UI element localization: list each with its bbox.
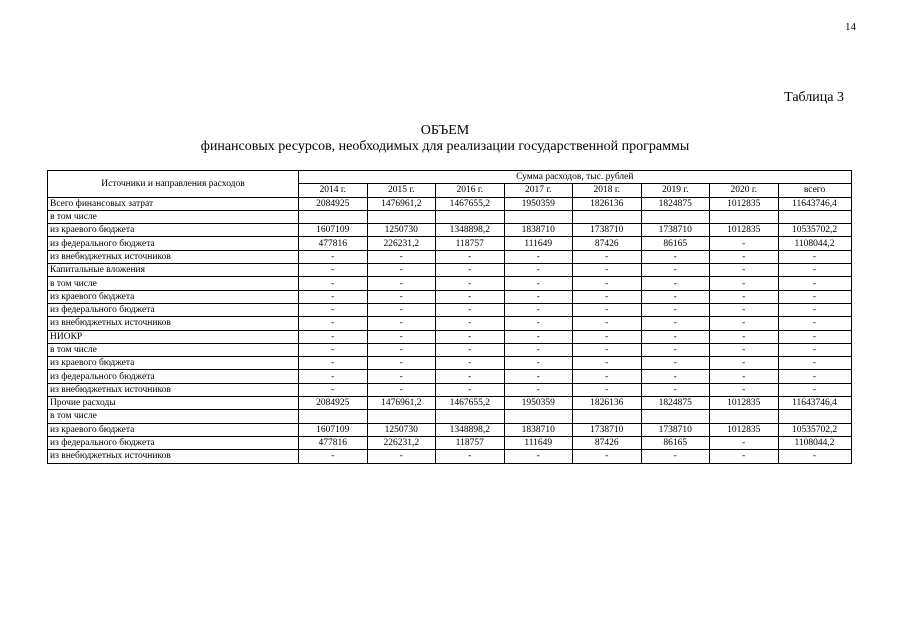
value-cell: -	[299, 343, 368, 356]
value-cell	[710, 410, 779, 423]
value-cell: -	[504, 450, 573, 463]
value-cell: -	[504, 317, 573, 330]
value-cell: -	[504, 250, 573, 263]
table-row	[48, 357, 852, 370]
value-cell: 1824875	[641, 197, 710, 210]
value-cell: 10535702,2	[778, 423, 851, 436]
value-cell: -	[710, 264, 779, 277]
value-cell: -	[778, 264, 851, 277]
value-cell: 11643746,4	[778, 397, 851, 410]
value-cell: 1467655,2	[436, 197, 505, 210]
value-cell	[367, 410, 436, 423]
table-row	[48, 317, 852, 330]
value-cell: -	[367, 383, 436, 396]
value-cell: -	[641, 370, 710, 383]
row-label: Капитальные вложения	[48, 264, 299, 277]
column-header: 2017 г.	[504, 184, 573, 197]
value-cell: -	[573, 357, 642, 370]
value-cell: -	[778, 450, 851, 463]
value-cell: -	[710, 330, 779, 343]
value-cell: -	[299, 370, 368, 383]
value-cell: -	[504, 343, 573, 356]
value-cell: 2084925	[299, 197, 368, 210]
value-cell: 1012835	[710, 197, 779, 210]
value-cell	[710, 210, 779, 223]
value-cell: 1838710	[504, 423, 573, 436]
budget-table	[47, 170, 852, 464]
value-cell: 1012835	[710, 224, 779, 237]
value-cell: -	[710, 357, 779, 370]
value-cell	[778, 410, 851, 423]
table-row	[48, 330, 852, 343]
table-row	[48, 250, 852, 263]
value-cell: -	[436, 343, 505, 356]
column-header: 2018 г.	[573, 184, 642, 197]
row-label: в том числе	[48, 410, 299, 423]
value-cell: -	[573, 277, 642, 290]
value-cell: 86165	[641, 436, 710, 449]
value-cell	[641, 410, 710, 423]
value-cell: -	[778, 357, 851, 370]
value-cell: -	[299, 330, 368, 343]
value-cell: 477816	[299, 237, 368, 250]
table-row	[48, 410, 852, 423]
value-cell: -	[710, 436, 779, 449]
value-cell: -	[367, 303, 436, 316]
value-cell	[367, 210, 436, 223]
value-cell	[299, 410, 368, 423]
value-cell: -	[367, 250, 436, 263]
value-cell: 1476961,2	[367, 397, 436, 410]
value-cell: 477816	[299, 436, 368, 449]
value-cell: -	[436, 330, 505, 343]
value-cell: 1348898,2	[436, 224, 505, 237]
value-cell: -	[367, 317, 436, 330]
value-cell: -	[641, 317, 710, 330]
table-row	[48, 210, 852, 223]
value-cell: -	[504, 330, 573, 343]
value-cell: 1838710	[504, 224, 573, 237]
row-label: НИОКР	[48, 330, 299, 343]
value-cell	[436, 210, 505, 223]
value-cell: -	[436, 383, 505, 396]
value-cell: -	[778, 370, 851, 383]
value-cell	[436, 410, 505, 423]
value-cell: -	[641, 383, 710, 396]
value-cell: -	[504, 357, 573, 370]
value-cell: -	[436, 370, 505, 383]
value-cell: -	[436, 303, 505, 316]
row-label: в том числе	[48, 343, 299, 356]
value-cell: -	[573, 303, 642, 316]
table-body	[48, 197, 852, 463]
table-row	[48, 383, 852, 396]
value-cell: 1108044,2	[778, 237, 851, 250]
value-cell: -	[641, 343, 710, 356]
value-cell: 1607109	[299, 423, 368, 436]
value-cell: -	[299, 383, 368, 396]
value-cell: 1348898,2	[436, 423, 505, 436]
value-cell: -	[710, 370, 779, 383]
value-cell: -	[573, 370, 642, 383]
value-cell: -	[778, 330, 851, 343]
value-cell: -	[573, 383, 642, 396]
page-number: 14	[845, 21, 856, 33]
column-header: 2014 г.	[299, 184, 368, 197]
value-cell	[573, 210, 642, 223]
value-cell: 1950359	[504, 197, 573, 210]
value-cell: 1012835	[710, 397, 779, 410]
value-cell: -	[299, 450, 368, 463]
row-label: из краевого бюджета	[48, 290, 299, 303]
value-cell: 1607109	[299, 224, 368, 237]
value-cell: 2084925	[299, 397, 368, 410]
value-cell	[504, 210, 573, 223]
table-row	[48, 303, 852, 316]
header-sum: Сумма расходов, тыс. рублей	[299, 171, 852, 184]
value-cell: -	[778, 290, 851, 303]
table-row	[48, 423, 852, 436]
value-cell: 1824875	[641, 397, 710, 410]
value-cell: -	[367, 357, 436, 370]
value-cell: -	[641, 277, 710, 290]
row-label: Прочие расходы	[48, 397, 299, 410]
table-row	[48, 290, 852, 303]
value-cell: 226231,2	[367, 436, 436, 449]
row-label: из федерального бюджета	[48, 237, 299, 250]
value-cell: -	[299, 277, 368, 290]
column-header: всего	[778, 184, 851, 197]
value-cell: -	[641, 330, 710, 343]
table-row	[48, 436, 852, 449]
value-cell: 1467655,2	[436, 397, 505, 410]
value-cell: 226231,2	[367, 237, 436, 250]
value-cell: -	[573, 290, 642, 303]
column-header: 2019 г.	[641, 184, 710, 197]
table-row	[48, 397, 852, 410]
value-cell: -	[573, 330, 642, 343]
value-cell: -	[436, 450, 505, 463]
value-cell: 87426	[573, 436, 642, 449]
value-cell: -	[504, 277, 573, 290]
value-cell: 111649	[504, 237, 573, 250]
value-cell: 1476961,2	[367, 197, 436, 210]
value-cell: -	[367, 450, 436, 463]
value-cell: -	[710, 277, 779, 290]
title-line-1: ОБЪЕМ	[420, 123, 470, 138]
value-cell: 1738710	[641, 423, 710, 436]
value-cell: -	[436, 317, 505, 330]
value-cell: -	[710, 237, 779, 250]
value-cell: -	[436, 277, 505, 290]
value-cell: -	[573, 250, 642, 263]
value-cell: -	[367, 264, 436, 277]
value-cell: 118757	[436, 436, 505, 449]
table-row	[48, 370, 852, 383]
row-label: из краевого бюджета	[48, 357, 299, 370]
value-cell: -	[299, 250, 368, 263]
document-title	[150, 123, 740, 155]
value-cell: 10535702,2	[778, 224, 851, 237]
value-cell: -	[778, 317, 851, 330]
value-cell	[778, 210, 851, 223]
value-cell	[573, 410, 642, 423]
table-row	[48, 343, 852, 356]
value-cell: -	[573, 343, 642, 356]
title-line-2: финансовых ресурсов, необходимых для реализации государственной программы	[200, 139, 690, 154]
value-cell: -	[641, 303, 710, 316]
row-label: в том числе	[48, 277, 299, 290]
value-cell: 86165	[641, 237, 710, 250]
value-cell: -	[641, 250, 710, 263]
value-cell: -	[778, 383, 851, 396]
column-header: 2015 г.	[367, 184, 436, 197]
row-label: из внебюджетных источников	[48, 250, 299, 263]
value-cell: 87426	[573, 237, 642, 250]
value-cell: -	[504, 303, 573, 316]
value-cell: -	[299, 303, 368, 316]
value-cell: -	[778, 250, 851, 263]
value-cell: 1250730	[367, 423, 436, 436]
value-cell: -	[436, 290, 505, 303]
value-cell: -	[299, 317, 368, 330]
table-row	[48, 277, 852, 290]
value-cell: -	[710, 303, 779, 316]
value-cell: -	[299, 357, 368, 370]
value-cell: -	[641, 357, 710, 370]
value-cell	[299, 210, 368, 223]
value-cell: -	[778, 343, 851, 356]
value-cell: -	[436, 250, 505, 263]
value-cell: -	[504, 383, 573, 396]
row-label: из федерального бюджета	[48, 436, 299, 449]
value-cell: -	[367, 277, 436, 290]
header-row-1	[48, 171, 852, 184]
value-cell: -	[367, 290, 436, 303]
value-cell: -	[641, 450, 710, 463]
table-row	[48, 237, 852, 250]
column-header: 2020 г.	[710, 184, 779, 197]
row-label: из внебюджетных источников	[48, 317, 299, 330]
table-row	[48, 224, 852, 237]
value-cell: -	[299, 264, 368, 277]
value-cell: -	[710, 290, 779, 303]
row-label: Всего финансовых затрат	[48, 197, 299, 210]
row-label: из внебюджетных источников	[48, 383, 299, 396]
value-cell: -	[367, 330, 436, 343]
row-label: из внебюджетных источников	[48, 450, 299, 463]
value-cell: 1950359	[504, 397, 573, 410]
value-cell: 11643746,4	[778, 197, 851, 210]
value-cell: -	[367, 343, 436, 356]
value-cell: 1738710	[573, 423, 642, 436]
header-source: Источники и направления расходов	[48, 171, 299, 198]
value-cell: -	[504, 370, 573, 383]
value-cell: 118757	[436, 237, 505, 250]
value-cell: 1108044,2	[778, 436, 851, 449]
value-cell: -	[573, 264, 642, 277]
value-cell	[641, 210, 710, 223]
value-cell: 1826136	[573, 397, 642, 410]
value-cell: -	[641, 290, 710, 303]
value-cell: 1738710	[573, 224, 642, 237]
value-cell: -	[573, 317, 642, 330]
value-cell: -	[299, 290, 368, 303]
value-cell: -	[436, 357, 505, 370]
table-caption: Таблица 3	[784, 90, 844, 105]
value-cell: -	[710, 250, 779, 263]
value-cell: -	[573, 450, 642, 463]
value-cell: 1250730	[367, 224, 436, 237]
value-cell: -	[710, 317, 779, 330]
value-cell: -	[504, 264, 573, 277]
row-label: из федерального бюджета	[48, 303, 299, 316]
table-row	[48, 264, 852, 277]
value-cell: -	[367, 370, 436, 383]
value-cell: -	[504, 290, 573, 303]
table-row	[48, 197, 852, 210]
value-cell: 1738710	[641, 224, 710, 237]
value-cell: 1826136	[573, 197, 642, 210]
column-header: 2016 г.	[436, 184, 505, 197]
value-cell	[504, 410, 573, 423]
row-label: из краевого бюджета	[48, 423, 299, 436]
value-cell: -	[778, 277, 851, 290]
value-cell: -	[710, 383, 779, 396]
row-label: в том числе	[48, 210, 299, 223]
table-row	[48, 450, 852, 463]
value-cell: -	[436, 264, 505, 277]
value-cell: 1012835	[710, 423, 779, 436]
row-label: из краевого бюджета	[48, 224, 299, 237]
value-cell: -	[641, 264, 710, 277]
value-cell: -	[778, 303, 851, 316]
value-cell: -	[710, 343, 779, 356]
value-cell: -	[710, 450, 779, 463]
row-label: из федерального бюджета	[48, 370, 299, 383]
value-cell: 111649	[504, 436, 573, 449]
